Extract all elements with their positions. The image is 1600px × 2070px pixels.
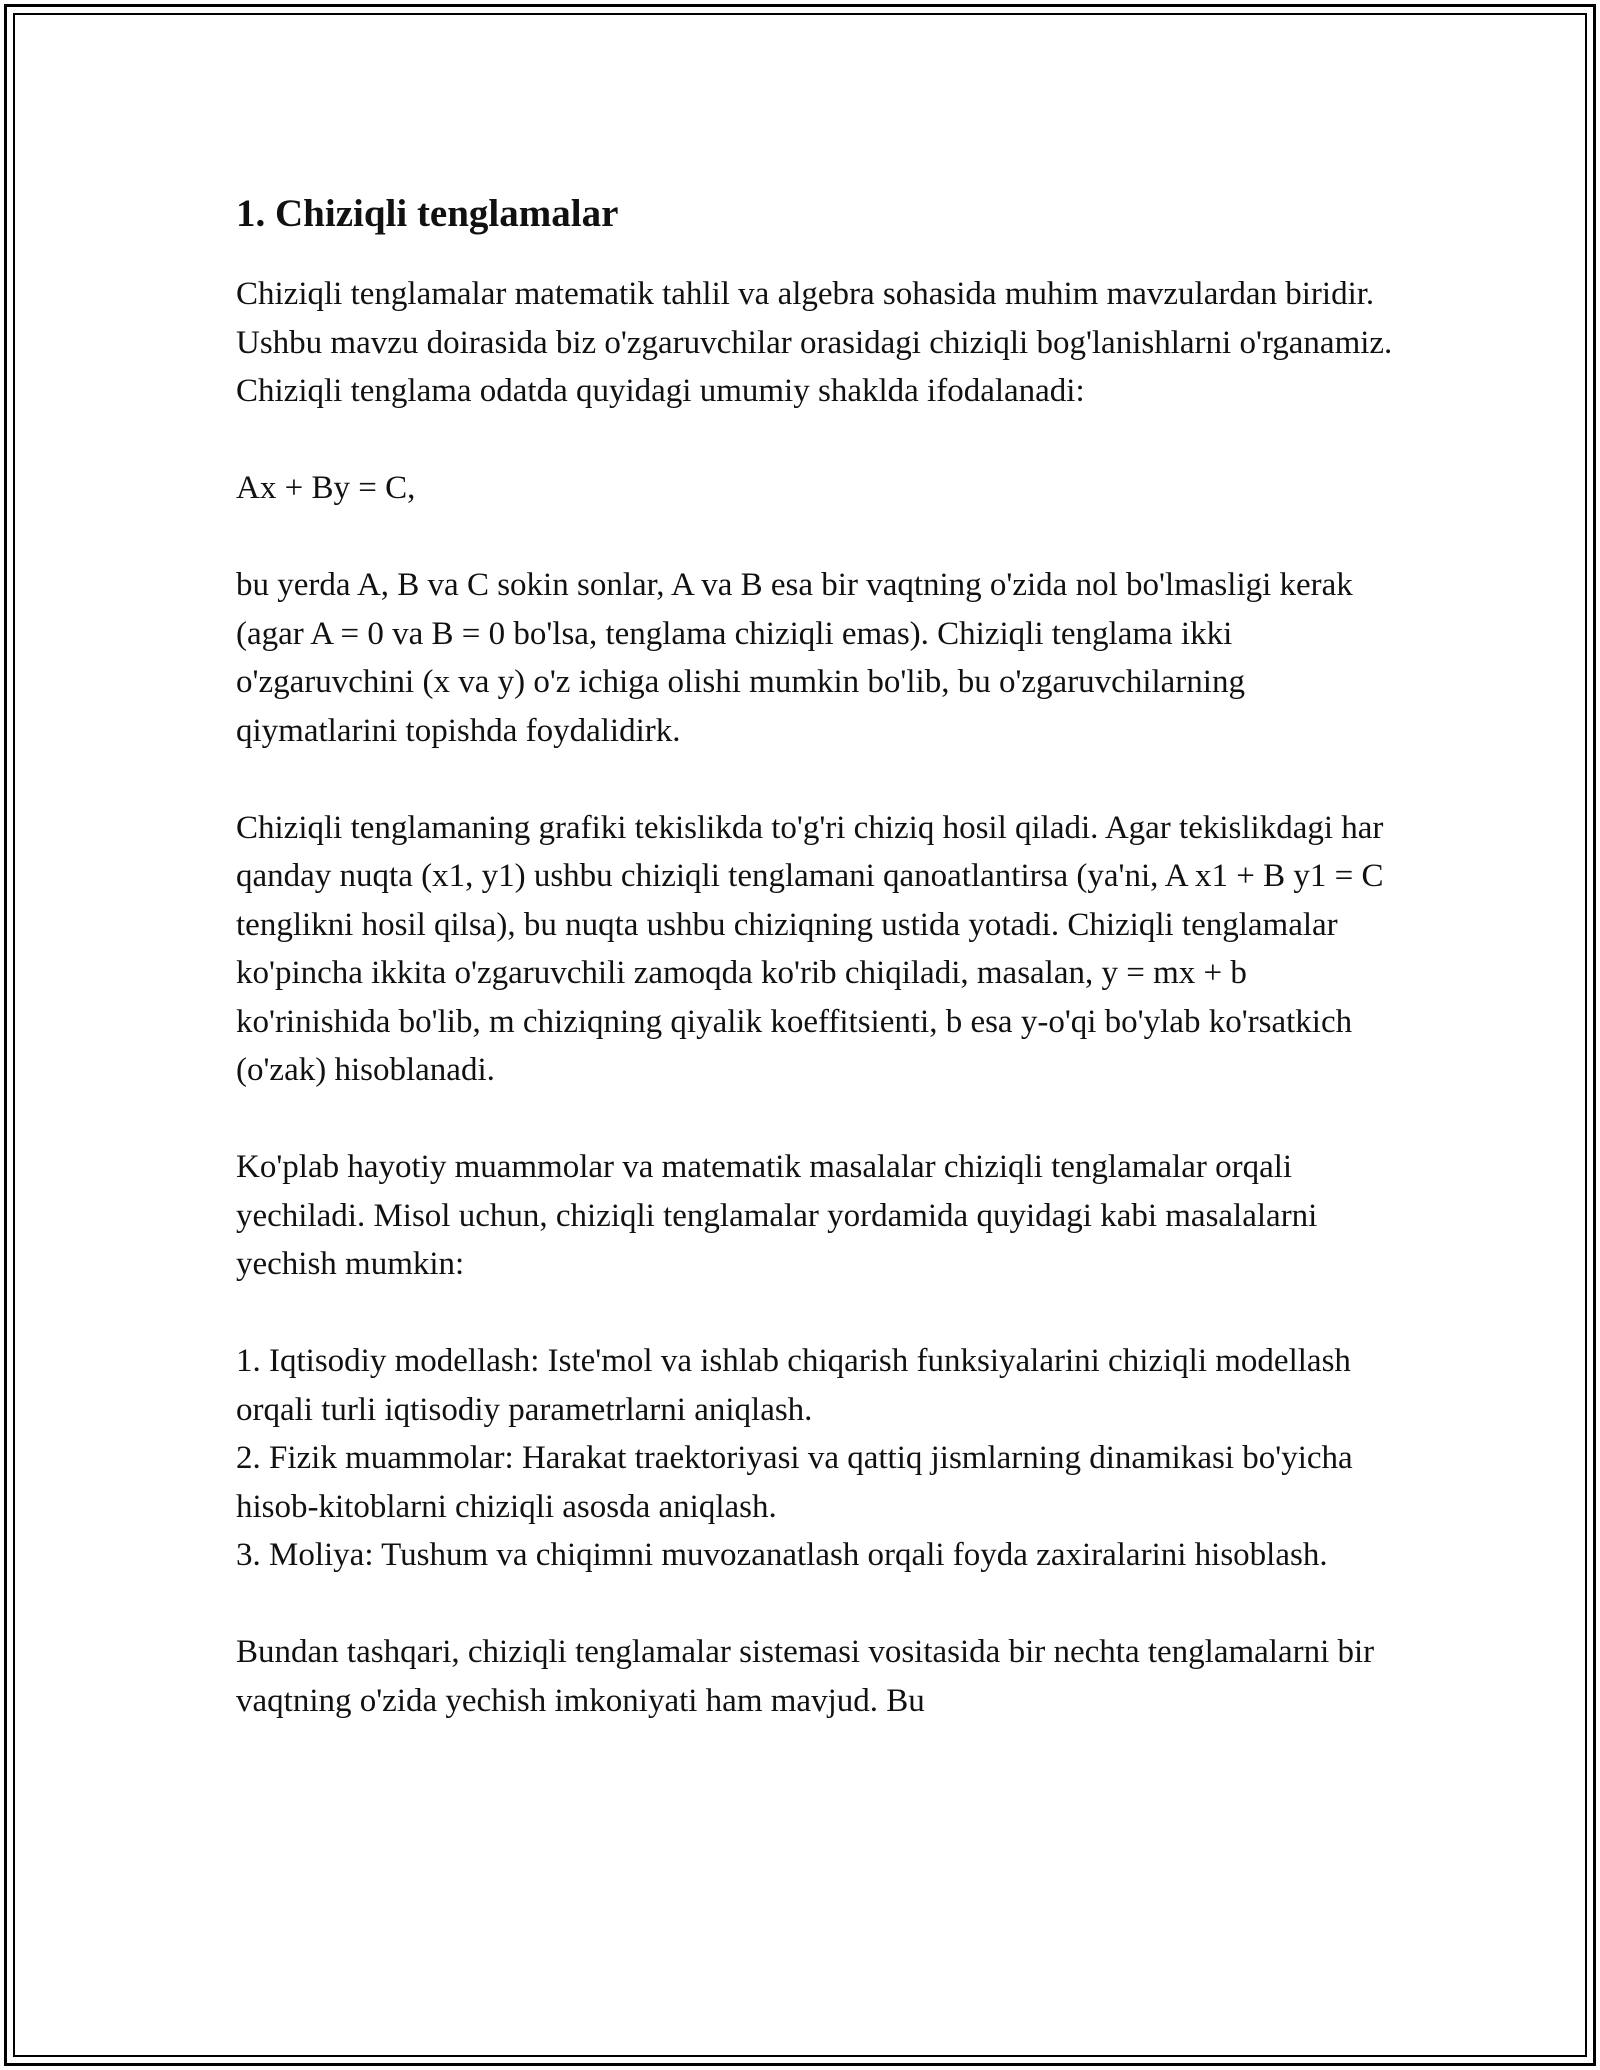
paragraph-spacer [236, 1095, 1396, 1144]
graph-paragraph: Chiziqli tenglamaning grafiki tekislikda to'g'ri chiziq hosil qiladi. Agar tekislikdagi har qanday nuqta (x1, y1) ushbu chiziqli tenglamani qanoatlantirsa (ya'ni, A x1 + B y1 = C tenglikni hosil qilsa), bu nuqta ushbu chiziqning ustida yotadi. Chiziqli tenglamalar ko'pincha ikkita o'zgaruvchili zamoqda ko'rib chiqiladi, masalan, y = mx + b ko'rinishida bo'lib, m chiziqning qiyalik koeffitsienti, b esa y-o'qi bo'ylab ko'rsatkich (o'zak) hisoblanadi. [236, 809, 1384, 1088]
paragraph-spacer [236, 513, 1396, 562]
coefficients-paragraph: bu yerda A, B va C sokin sonlar, A va B esa bir vaqtning o'zida nol bo'lmasligi kerak (agar A = 0 va B = 0 bo'lsa, tenglama chiziqli emas). Chiziqli tenglama ikki o'zgaruvchini (x va y) o'z ichiga olishi mumkin bo'lib, bu o'zgaruvchilarning qiymatlarini topishda foydalidirk. [236, 567, 1353, 749]
list-item-economics: 1. Iqtisodiy modellash: Iste'mol va ishlab chiqarish funksiyalarini chiziqli modellash orqali turli iqtisodiy parametrlarni aniqlash. [236, 1343, 1351, 1428]
document-body [236, 190, 1396, 1725]
intro-paragraph: Chiziqli tenglamalar matematik tahlil va algebra sohasida muhim mavzulardan biridir. Ushbu mavzu doirasida biz o'zgaruvchilar orasidagi chiziqli bog'lanishlarni o'rganamiz. Chiziqli tenglama odatda quyidagi umumiy shaklda ifodalanadi: [236, 276, 1393, 409]
systems-paragraph: Bundan tashqari, chiziqli tenglamalar sistemasi vositasida bir nechta tenglamalarni bir vaqtning o'zida yechish imkoniyati ham mavjud. Bu [236, 1634, 1375, 1719]
paragraph-spacer [236, 755, 1396, 804]
formula-line: Ax + By = C, [236, 470, 416, 506]
paragraph-spacer [236, 1289, 1396, 1338]
list-item-finance: 3. Moliya: Tushum va chiqimni muvozanatlash orqali foyda zaxiralarini hisoblash. [236, 1537, 1328, 1573]
applications-paragraph: Ko'plab hayotiy muammolar va matematik masalalar chiziqli tenglamalar orqali yechiladi. Misol uchun, chiziqli tenglamalar yordamida quyidagi kabi masalalarni yechish mumkin: [236, 1149, 1318, 1282]
paragraph-spacer [236, 1580, 1396, 1629]
list-item-physics: 2. Fizik muammolar: Harakat traektoriyasi va qattiq jismlarning dinamikasi bo'yicha hisob-kitoblarni chiziqli asosda aniqlash. [236, 1440, 1353, 1525]
paragraph-spacer [236, 416, 1396, 465]
section-heading: 1. Chiziqli tenglamalar [236, 192, 619, 235]
